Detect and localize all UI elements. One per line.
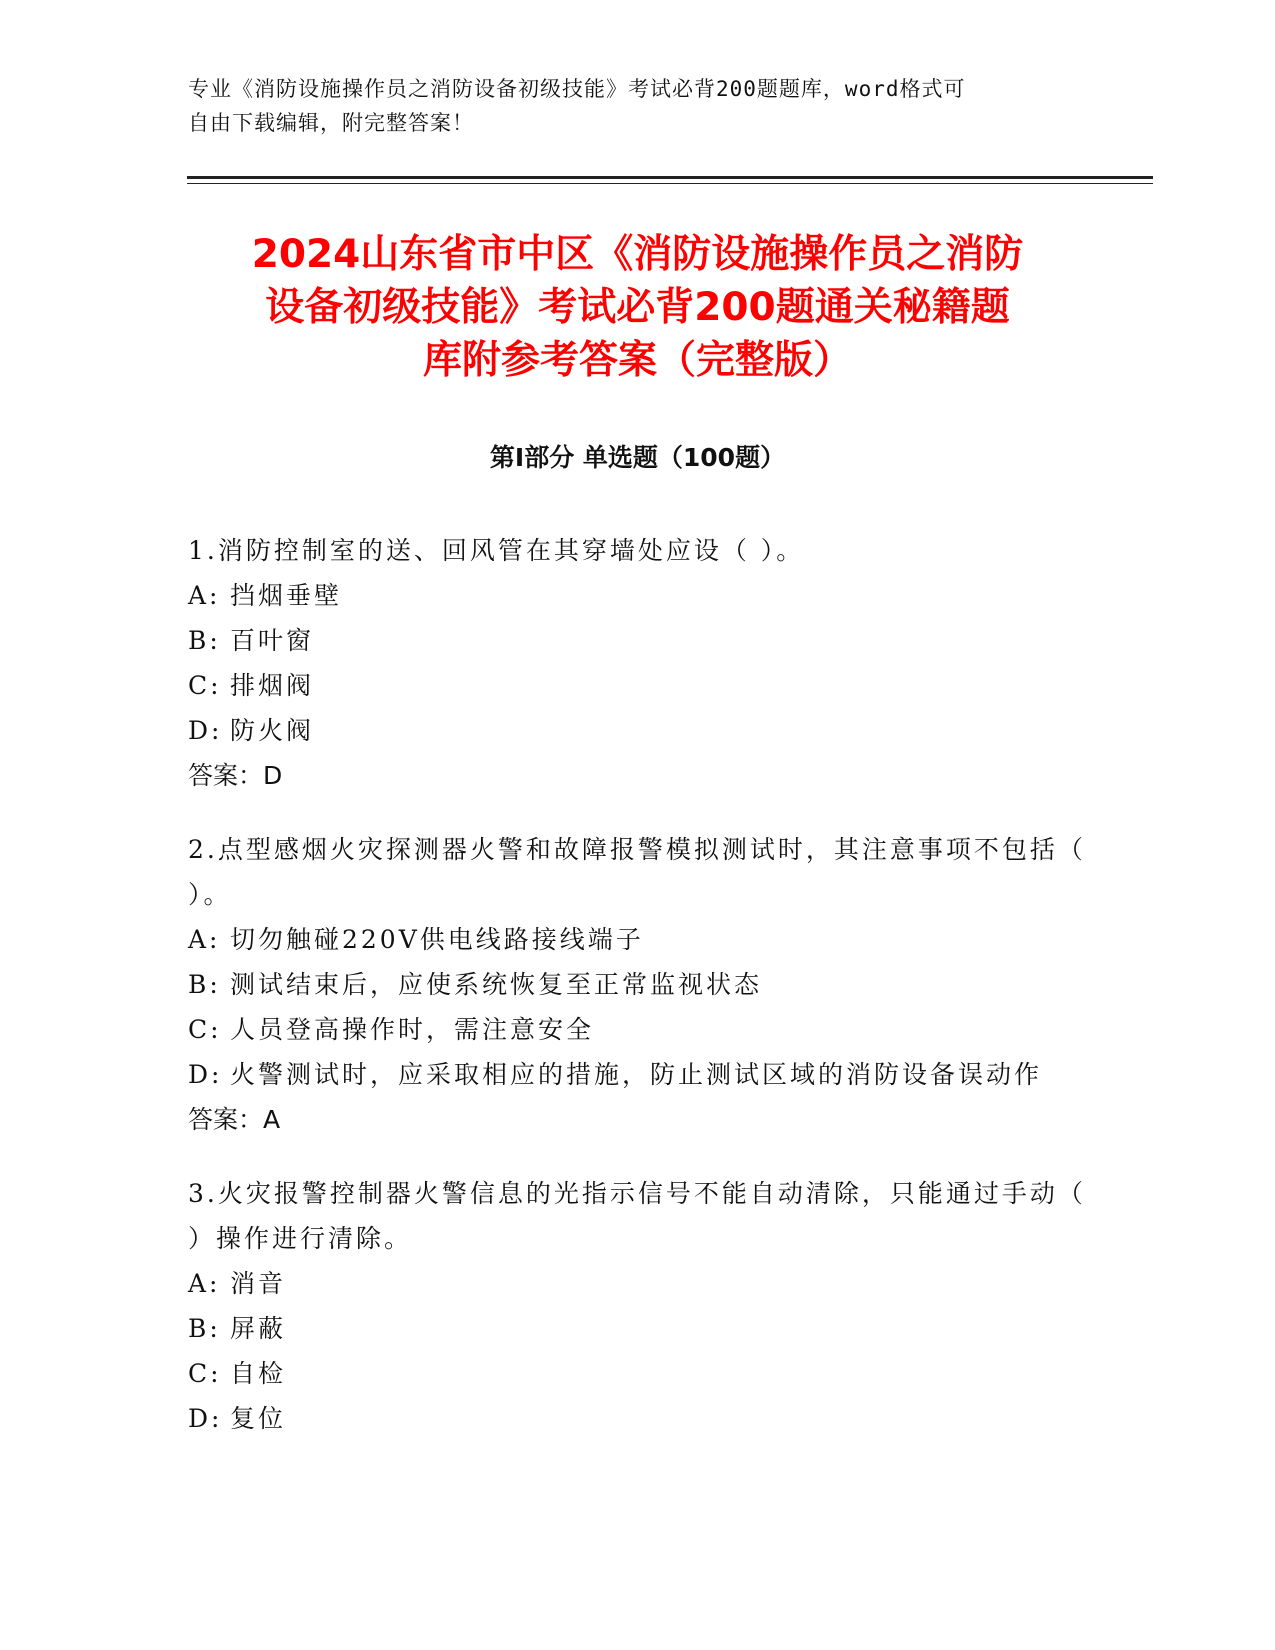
option-a xyxy=(188,573,1088,618)
option-letter: D: xyxy=(188,716,223,745)
option-b xyxy=(188,618,1088,663)
title-line-2: 设备初级技能》考试必背200题通关秘籍题 xyxy=(265,285,1010,330)
option-d xyxy=(188,1396,1088,1441)
question-stem: 3.火灾报警控制器火警信息的光指示信号不能自动清除，只能通过手动（ ）操作进行清除。 xyxy=(188,1179,1086,1253)
option-text: 复位 xyxy=(230,1404,287,1433)
option-letter: B: xyxy=(188,626,221,655)
option-letter: B: xyxy=(188,1314,221,1343)
question-stem: 2.点型感烟火灾探测器火警和故障报警模拟测试时，其注意事项不包括（ ）。 xyxy=(188,835,1086,909)
intro-line-2: 自由下载编辑，附完整答案！ xyxy=(188,111,474,135)
option-b xyxy=(188,1306,1088,1351)
option-text: 自检 xyxy=(230,1359,287,1388)
option-text: 火警测试时，应采取相应的措施，防止测试区域的消防设备误动作 xyxy=(230,1060,1043,1089)
question-2 xyxy=(188,827,1088,1142)
option-d xyxy=(188,708,1088,753)
question-stem: 1.消防控制室的送、回风管在其穿墙处应设（ ）。 xyxy=(188,536,805,565)
option-text: 屏蔽 xyxy=(230,1314,287,1343)
option-a xyxy=(188,1261,1088,1306)
title-line-3: 库附参考答案（完整版） xyxy=(422,338,852,383)
answer-line: 答案：A xyxy=(188,1105,281,1134)
question-3 xyxy=(188,1171,1088,1441)
option-b xyxy=(188,962,1088,1007)
option-letter: A: xyxy=(188,925,221,954)
header-divider-thick xyxy=(187,176,1153,179)
option-text: 防火阀 xyxy=(230,716,315,745)
option-letter: D: xyxy=(188,1060,223,1089)
option-text: 挡烟垂壁 xyxy=(230,581,343,610)
question-1 xyxy=(188,528,1088,798)
option-c xyxy=(188,1007,1088,1052)
option-text: 测试结束后，应使系统恢复至正常监视状态 xyxy=(230,970,763,999)
intro-line-1: 专业《消防设施操作员之消防设备初级技能》考试必背200题题库，word格式可 xyxy=(188,77,966,101)
option-text: 百叶窗 xyxy=(230,626,315,655)
option-d xyxy=(188,1052,1088,1097)
option-text: 切勿触碰220V供电线路接线端子 xyxy=(230,925,644,954)
title-line-1: 2024山东省市中区《消防设施操作员之消防 xyxy=(251,232,1024,277)
option-letter: C: xyxy=(188,1359,222,1388)
header-divider-thin xyxy=(187,183,1153,184)
document-intro xyxy=(188,72,1068,140)
question-list xyxy=(188,528,1088,1470)
option-letter: D: xyxy=(188,1404,223,1433)
option-a xyxy=(188,917,1088,962)
option-letter: A: xyxy=(188,1269,221,1298)
section-heading: 第Ⅰ部分 单选题（100题） xyxy=(489,443,786,472)
option-text: 消音 xyxy=(230,1269,287,1298)
option-letter: B: xyxy=(188,970,221,999)
option-letter: A: xyxy=(188,581,221,610)
option-letter: C: xyxy=(188,671,222,700)
document-title xyxy=(150,228,1125,387)
option-text: 人员登高操作时，需注意安全 xyxy=(230,1015,595,1044)
option-letter: C: xyxy=(188,1015,222,1044)
option-c xyxy=(188,663,1088,708)
answer-line: 答案：D xyxy=(188,761,283,790)
option-c xyxy=(188,1351,1088,1396)
option-text: 排烟阀 xyxy=(230,671,315,700)
